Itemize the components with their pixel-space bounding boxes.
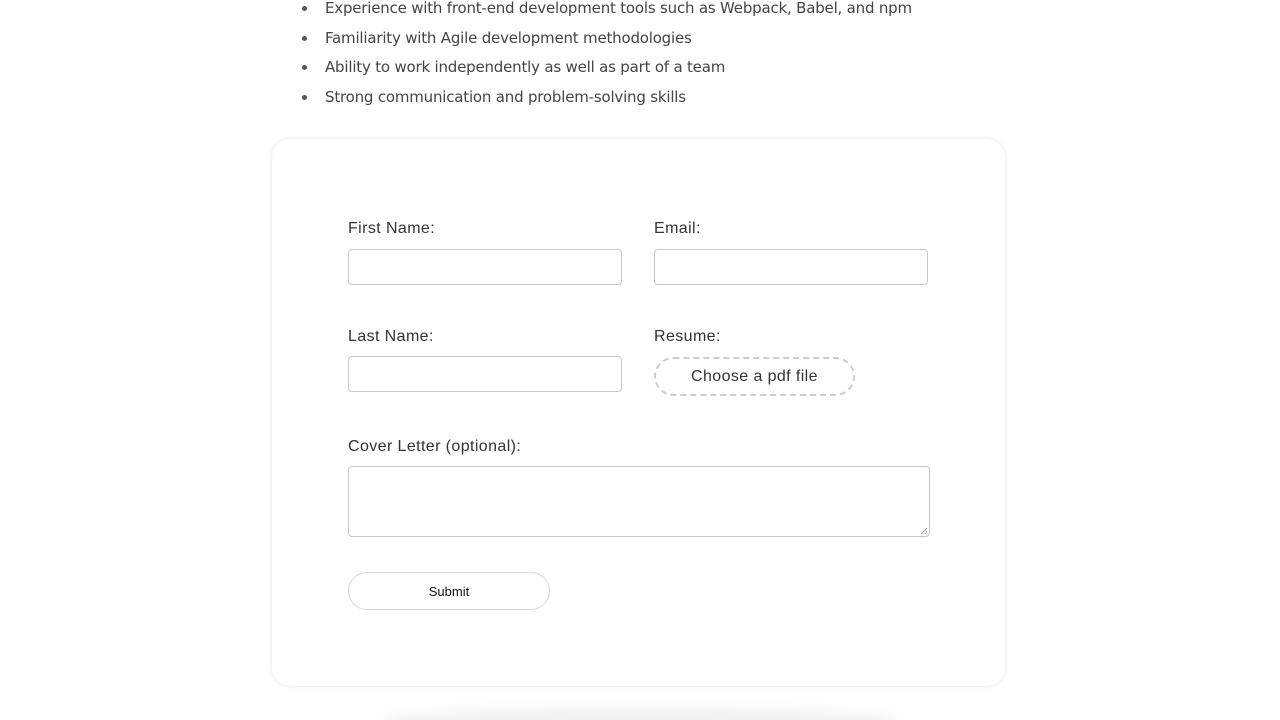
bullet-icon (302, 36, 307, 41)
application-form (272, 139, 1005, 686)
cover-letter-textarea[interactable] (348, 466, 930, 537)
resume-file-button-label: Choose a pdf file (691, 367, 818, 385)
list-item-text: Experience with front-end development tools such as Webpack, Babel, and npm (325, 0, 912, 17)
last-name-label: Last Name: (348, 328, 434, 345)
first-name-label: First Name: (348, 220, 436, 237)
list-item (302, 0, 912, 24)
submit-button-label: Submit (428, 583, 470, 599)
resume-label: Resume: (654, 328, 721, 345)
list-item-text: Familiarity with Agile development methodologies (325, 28, 692, 47)
resize-handle-icon[interactable] (921, 528, 927, 534)
bullet-icon (302, 6, 307, 11)
list-item-text: Ability to work independently as well as part of a team (325, 58, 726, 76)
list-item-text: Strong communication and problem-solving skills (325, 87, 686, 106)
list-item (302, 53, 912, 83)
cover-letter-label: Cover Letter (optional): (348, 438, 522, 455)
last-name-input[interactable] (348, 356, 622, 392)
list-item (302, 24, 912, 54)
list-item (302, 83, 912, 113)
email-label: Email: (654, 220, 701, 237)
bullet-icon (302, 95, 307, 100)
shadow-decoration (380, 708, 900, 720)
bullet-icon (302, 65, 307, 70)
requirements-list (302, 0, 912, 112)
submit-button[interactable] (348, 572, 550, 610)
first-name-input[interactable] (348, 249, 622, 285)
email-input[interactable] (654, 249, 928, 285)
resume-file-button[interactable] (654, 357, 855, 396)
